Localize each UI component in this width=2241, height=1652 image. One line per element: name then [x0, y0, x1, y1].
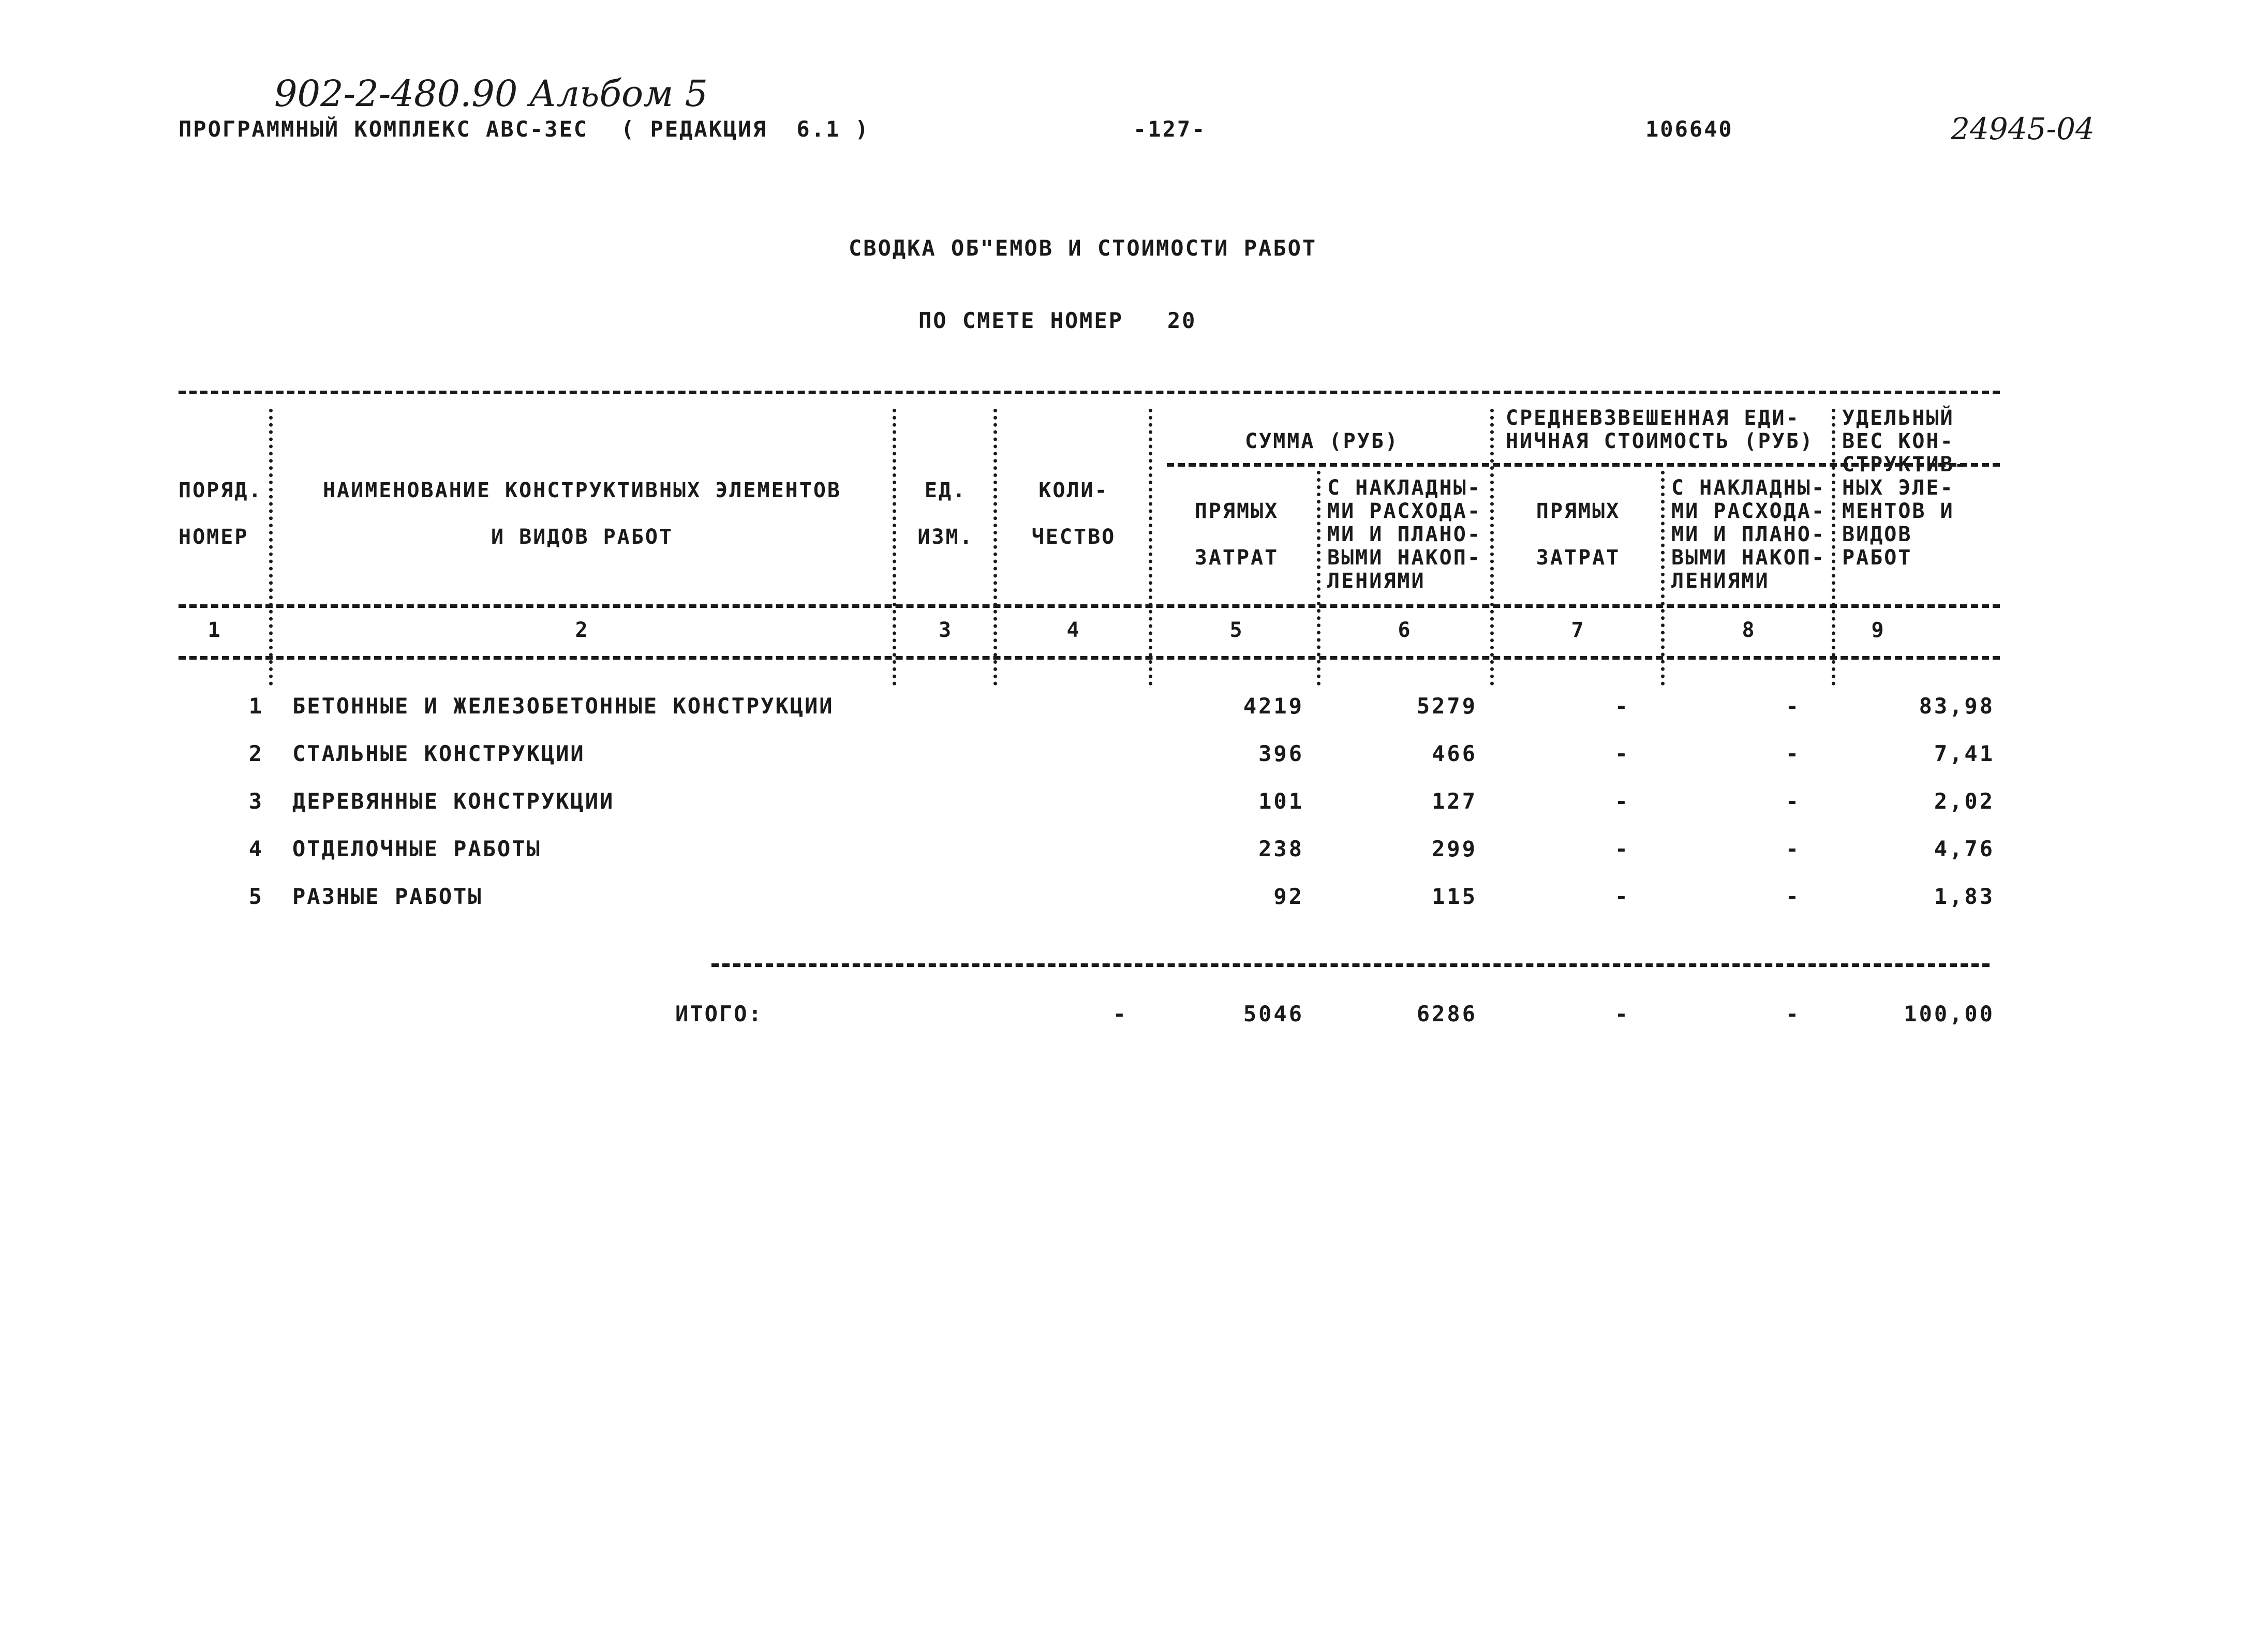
row-name: ОТДЕЛОЧНЫЕ РАБОТЫ: [292, 836, 541, 861]
row-overhead: 466: [1432, 741, 1477, 766]
col9-header-line3: СТРУКТИВ-: [1842, 453, 1968, 477]
handwritten-album-ref: 902-2-480.90 Альбом 5: [274, 72, 708, 115]
col7-header-line1: ПРЯМЫХ: [1536, 499, 1621, 523]
row-direct: 396: [1258, 741, 1304, 766]
program-name: ПРОГРАММНЫЙ КОМПЛЕКС АВС-3ЕС: [179, 116, 589, 142]
row-name: РАЗНЫЕ РАБОТЫ: [292, 884, 483, 909]
page-number: -127-: [1133, 116, 1207, 142]
col-number-5: 5: [1229, 618, 1244, 642]
document-title: СВОДКА ОБ"ЕМОВ И СТОИМОСТИ РАБОТ: [849, 235, 1317, 261]
row-direct: 101: [1258, 788, 1304, 814]
row-number: 3: [248, 788, 264, 814]
col4-header-line1: КОЛИ-: [1038, 479, 1109, 502]
col2-header-line1: НАИМЕНОВАНИЕ КОНСТРУКТИВНЫХ ЭЛЕМЕНТОВ: [322, 479, 842, 502]
row-name: БЕТОННЫЕ И ЖЕЛЕЗОБЕТОННЫЕ КОНСТРУКЦИИ: [292, 693, 834, 719]
row-name: СТАЛЬНЫЕ КОНСТРУКЦИИ: [292, 741, 585, 766]
row-avg-direct: -: [1614, 741, 1630, 766]
col8-header-line1: С НАКЛАДНЫ-: [1671, 476, 1826, 500]
total-label: ИТОГО:: [675, 1001, 763, 1026]
col8-header-line4: ВЫМИ НАКОП-: [1671, 546, 1826, 570]
row-name: ДЕРЕВЯННЫЕ КОНСТРУКЦИИ: [292, 788, 615, 814]
col6-header-line2: МИ РАСХОДА-: [1327, 499, 1481, 523]
col5-header-line1: ПРЯМЫХ: [1194, 499, 1279, 523]
group-avg-header-line1: СРЕДНЕВЗВЕШЕННАЯ ЕДИ-: [1506, 406, 1800, 430]
row-share: 4,76: [1934, 836, 1995, 861]
row-overhead: 127: [1432, 788, 1477, 814]
col8-header-line3: МИ И ПЛАНО-: [1671, 523, 1826, 546]
col-sep-2: [893, 409, 896, 686]
row-direct: 238: [1258, 836, 1304, 861]
row-direct: 92: [1273, 884, 1304, 909]
row-avg-overhead: -: [1785, 693, 1801, 719]
row-number: 2: [248, 741, 264, 766]
col-sep-4: [1149, 409, 1152, 686]
rule-numbers-bottom: [179, 656, 2000, 660]
row-share: 1,83: [1934, 884, 1995, 909]
col3-header-line1: ЕД.: [924, 479, 967, 502]
row-share: 83,98: [1919, 693, 1995, 719]
col3-header-line2: ИЗМ.: [917, 525, 974, 549]
row-number: 4: [248, 836, 264, 861]
row-avg-direct: -: [1614, 836, 1630, 861]
row-direct: 4219: [1243, 693, 1304, 719]
row-avg-overhead: -: [1785, 884, 1801, 909]
estimate-number: ПО СМЕТЕ НОМЕР 20: [918, 308, 1197, 333]
col6-header-line4: ВЫМИ НАКОП-: [1327, 546, 1481, 570]
row-avg-overhead: -: [1785, 788, 1801, 814]
col9-header-line6: ВИДОВ: [1842, 523, 1912, 546]
total-avg-direct: -: [1614, 1001, 1630, 1026]
col2-header-line2: И ВИДОВ РАБОТ: [491, 525, 674, 549]
col-sep-7: [1661, 471, 1665, 686]
col-sep-1: [269, 409, 273, 686]
col-sep-5: [1317, 471, 1320, 686]
col-number-8: 8: [1742, 618, 1756, 642]
row-share: 7,41: [1934, 741, 1995, 766]
row-number: 5: [248, 884, 264, 909]
col-number-3: 3: [938, 618, 953, 642]
rule-header-bottom: [179, 604, 2000, 608]
col1-header-line1: ПОРЯД.: [179, 479, 263, 502]
col6-header-line5: ЛЕНИЯМИ: [1327, 569, 1426, 593]
col8-header-line2: МИ РАСХОДА-: [1671, 499, 1826, 523]
row-overhead: 5279: [1416, 693, 1477, 719]
row-avg-overhead: -: [1785, 836, 1801, 861]
col5-header-line2: ЗАТРАТ: [1194, 546, 1279, 570]
col8-header-line5: ЛЕНИЯМИ: [1671, 569, 1770, 593]
col9-header-line5: МЕНТОВ И: [1842, 499, 1954, 523]
handwritten-doc-number: 24945-04: [1951, 111, 2095, 146]
total-overhead: 6286: [1416, 1001, 1477, 1026]
row-avg-direct: -: [1614, 693, 1630, 719]
col4-header-line2: ЧЕСТВО: [1031, 525, 1116, 549]
row-avg-direct: -: [1614, 788, 1630, 814]
row-overhead: 115: [1432, 884, 1477, 909]
rule-total: [711, 963, 1990, 967]
col-sep-3: [993, 409, 997, 686]
group-avg-header-line2: НИЧНАЯ СТОИМОСТЬ (РУБ): [1506, 429, 1814, 453]
row-avg-direct: -: [1614, 884, 1630, 909]
row-share: 2,02: [1934, 788, 1995, 814]
rule-top: [179, 391, 2000, 394]
total-direct: 5046: [1243, 1001, 1304, 1026]
col-number-6: 6: [1398, 618, 1412, 642]
col-number-7: 7: [1571, 618, 1585, 642]
total-share: 100,00: [1904, 1001, 1995, 1026]
col-number-9: 9: [1871, 618, 1886, 642]
col1-header-line2: НОМЕР: [179, 525, 249, 549]
group-sum-header: СУММА (РУБ): [1245, 429, 1399, 453]
col-number-2: 2: [575, 618, 589, 642]
edition: ( РЕДАКЦИЯ 6.1 ): [621, 116, 870, 142]
doc-code: 106640: [1645, 116, 1733, 142]
col-sep-8: [1832, 409, 1835, 686]
row-overhead: 299: [1432, 836, 1477, 861]
row-avg-overhead: -: [1785, 741, 1801, 766]
col-sep-6: [1490, 409, 1494, 686]
col-number-4: 4: [1066, 618, 1081, 642]
row-number: 1: [248, 693, 264, 719]
col-number-1: 1: [207, 618, 222, 642]
col9-header-line7: РАБОТ: [1842, 546, 1912, 570]
col6-header-line3: МИ И ПЛАНО-: [1327, 523, 1481, 546]
col9-header-line2: ВЕС КОН-: [1842, 429, 1954, 453]
col6-header-line1: С НАКЛАДНЫ-: [1327, 476, 1481, 500]
col9-header-line4: НЫХ ЭЛЕ-: [1842, 476, 1954, 500]
col7-header-line2: ЗАТРАТ: [1536, 546, 1621, 570]
total-qty: -: [1112, 1001, 1128, 1026]
total-avg-overhead: -: [1785, 1001, 1801, 1026]
col9-header-line1: УДЕЛЬНЫЙ: [1842, 406, 1954, 430]
